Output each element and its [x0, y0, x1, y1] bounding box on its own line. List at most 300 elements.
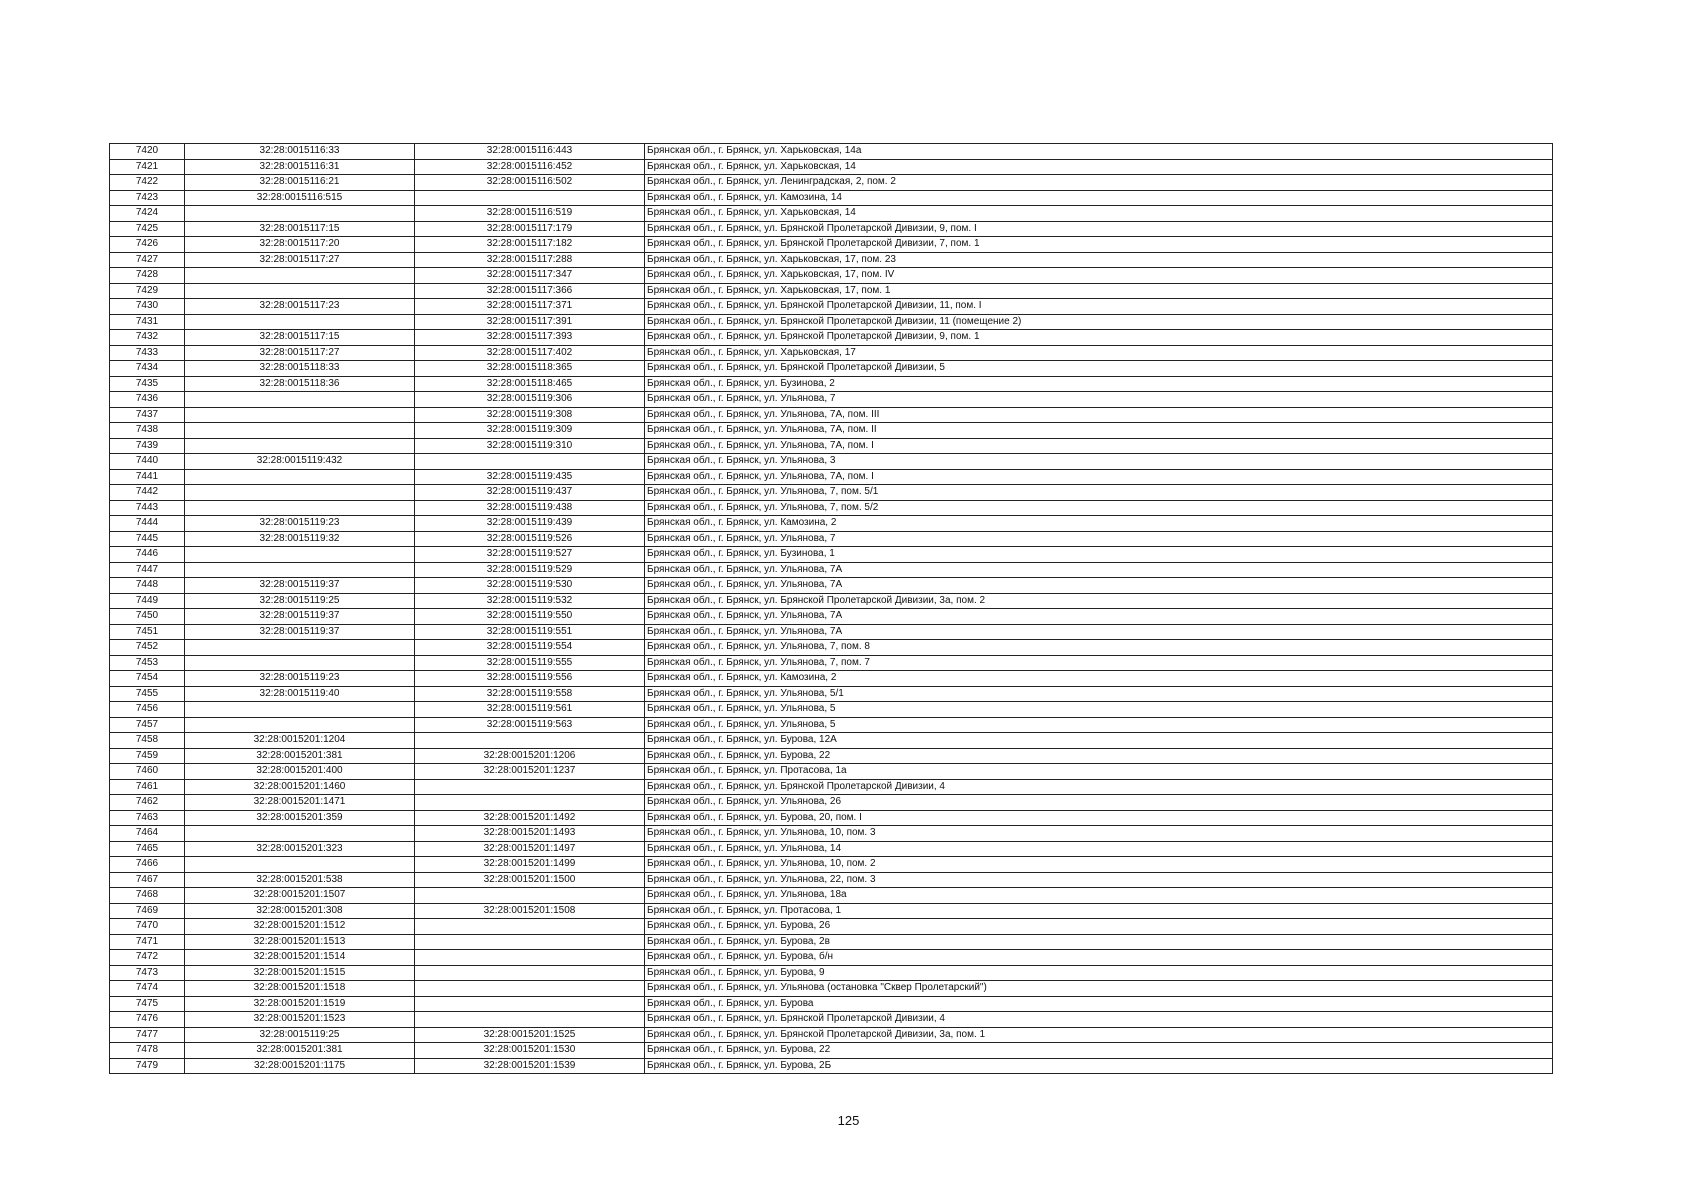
row-number-cell: 7456	[110, 702, 185, 718]
address-cell: Брянская обл., г. Брянск, ул. Харьковская, 17	[645, 345, 1553, 361]
row-number-cell: 7446	[110, 547, 185, 563]
object-cadastral-number-cell: 32:28:0015118:365	[415, 361, 645, 377]
row-number-cell: 7431	[110, 314, 185, 330]
table-row	[110, 330, 1553, 346]
address-cell: Брянская обл., г. Брянск, ул. Брянской Пролетарской Дивизии, 4	[645, 779, 1553, 795]
object-cadastral-number-cell: 32:28:0015201:1206	[415, 748, 645, 764]
land-cadastral-number-cell: 32:28:0015201:359	[185, 810, 415, 826]
address-cell: Брянская обл., г. Брянск, ул. Бурова, 26	[645, 919, 1553, 935]
row-number-cell: 7447	[110, 562, 185, 578]
address-cell: Брянская обл., г. Брянск, ул. Ульянова, 7А, пом. III	[645, 407, 1553, 423]
land-cadastral-number-cell: 32:28:0015201:1471	[185, 795, 415, 811]
row-number-cell: 7442	[110, 485, 185, 501]
table-row	[110, 1012, 1553, 1028]
table-row	[110, 733, 1553, 749]
table-row	[110, 159, 1553, 175]
address-cell: Брянская обл., г. Брянск, ул. Ульянова, 7	[645, 531, 1553, 547]
land-cadastral-number-cell: 32:28:0015201:381	[185, 1043, 415, 1059]
land-cadastral-number-cell: 32:28:0015119:37	[185, 578, 415, 594]
land-cadastral-number-cell: 32:28:0015201:1523	[185, 1012, 415, 1028]
row-number-cell: 7441	[110, 469, 185, 485]
address-cell: Брянская обл., г. Брянск, ул. Бурова, 22	[645, 748, 1553, 764]
address-cell: Брянская обл., г. Брянск, ул. Харьковская, 17, пом. IV	[645, 268, 1553, 284]
object-cadastral-number-cell	[415, 950, 645, 966]
table-row	[110, 299, 1553, 315]
land-cadastral-number-cell	[185, 268, 415, 284]
object-cadastral-number-cell	[415, 733, 645, 749]
registry-table	[109, 143, 1553, 1074]
object-cadastral-number-cell: 32:28:0015117:366	[415, 283, 645, 299]
address-cell: Брянская обл., г. Брянск, ул. Бурова, 22	[645, 1043, 1553, 1059]
table-row	[110, 345, 1553, 361]
table-row	[110, 640, 1553, 656]
land-cadastral-number-cell: 32:28:0015117:15	[185, 330, 415, 346]
table-row	[110, 717, 1553, 733]
land-cadastral-number-cell: 32:28:0015201:308	[185, 903, 415, 919]
row-number-cell: 7428	[110, 268, 185, 284]
table-row	[110, 221, 1553, 237]
address-cell: Брянская обл., г. Брянск, ул. Бурова, 2Б	[645, 1058, 1553, 1074]
table-row	[110, 578, 1553, 594]
row-number-cell: 7460	[110, 764, 185, 780]
table-row	[110, 841, 1553, 857]
page-number: 125	[837, 1113, 860, 1128]
table-row	[110, 919, 1553, 935]
address-cell: Брянская обл., г. Брянск, ул. Брянской Пролетарской Дивизии, 11 (помещение 2)	[645, 314, 1553, 330]
row-number-cell: 7457	[110, 717, 185, 733]
address-cell: Брянская обл., г. Брянск, ул. Харьковская, 17, пом. 1	[645, 283, 1553, 299]
address-cell: Брянская обл., г. Брянск, ул. Бурова, 20, пом. I	[645, 810, 1553, 826]
land-cadastral-number-cell	[185, 640, 415, 656]
table-row	[110, 423, 1553, 439]
table-row	[110, 562, 1553, 578]
row-number-cell: 7449	[110, 593, 185, 609]
object-cadastral-number-cell: 32:28:0015116:452	[415, 159, 645, 175]
land-cadastral-number-cell: 32:28:0015119:23	[185, 671, 415, 687]
land-cadastral-number-cell: 32:28:0015201:1518	[185, 981, 415, 997]
address-cell: Брянская обл., г. Брянск, ул. Ульянова, 7А, пом. I	[645, 469, 1553, 485]
table-row	[110, 810, 1553, 826]
address-cell: Брянская обл., г. Брянск, ул. Ульянова, 7, пом. 7	[645, 655, 1553, 671]
address-cell: Брянская обл., г. Брянск, ул. Харьковская, 14	[645, 206, 1553, 222]
row-number-cell: 7478	[110, 1043, 185, 1059]
table-row	[110, 547, 1553, 563]
table-row	[110, 779, 1553, 795]
address-cell: Брянская обл., г. Брянск, ул. Ульянова, 5	[645, 717, 1553, 733]
address-cell: Брянская обл., г. Брянск, ул. Ульянова, 7А, пом. II	[645, 423, 1553, 439]
address-cell: Брянская обл., г. Брянск, ул. Ульянова, 7А	[645, 578, 1553, 594]
object-cadastral-number-cell: 32:28:0015201:1493	[415, 826, 645, 842]
row-number-cell: 7445	[110, 531, 185, 547]
table-row	[110, 748, 1553, 764]
land-cadastral-number-cell: 32:28:0015201:323	[185, 841, 415, 857]
land-cadastral-number-cell: 32:28:0015116:33	[185, 144, 415, 160]
land-cadastral-number-cell: 32:28:0015119:432	[185, 454, 415, 470]
address-cell: Брянская обл., г. Брянск, ул. Брянской Пролетарской Дивизии, 3а, пом. 1	[645, 1027, 1553, 1043]
row-number-cell: 7424	[110, 206, 185, 222]
object-cadastral-number-cell: 32:28:0015201:1237	[415, 764, 645, 780]
address-cell: Брянская обл., г. Брянск, ул. Брянской Пролетарской Дивизии, 5	[645, 361, 1553, 377]
address-cell: Брянская обл., г. Брянск, ул. Бузинова, 1	[645, 547, 1553, 563]
table-row	[110, 655, 1553, 671]
table-row	[110, 1058, 1553, 1074]
land-cadastral-number-cell: 32:28:0015201:381	[185, 748, 415, 764]
table-row	[110, 1027, 1553, 1043]
row-number-cell: 7468	[110, 888, 185, 904]
registry-table-body	[110, 144, 1553, 1074]
row-number-cell: 7458	[110, 733, 185, 749]
table-row	[110, 826, 1553, 842]
table-row	[110, 190, 1553, 206]
object-cadastral-number-cell: 32:28:0015201:1497	[415, 841, 645, 857]
row-number-cell: 7430	[110, 299, 185, 315]
object-cadastral-number-cell: 32:28:0015116:502	[415, 175, 645, 191]
row-number-cell: 7467	[110, 872, 185, 888]
table-row	[110, 686, 1553, 702]
row-number-cell: 7440	[110, 454, 185, 470]
land-cadastral-number-cell	[185, 438, 415, 454]
object-cadastral-number-cell: 32:28:0015201:1508	[415, 903, 645, 919]
object-cadastral-number-cell: 32:28:0015119:435	[415, 469, 645, 485]
object-cadastral-number-cell: 32:28:0015119:530	[415, 578, 645, 594]
row-number-cell: 7459	[110, 748, 185, 764]
row-number-cell: 7427	[110, 252, 185, 268]
address-cell: Брянская обл., г. Брянск, ул. Ульянова, 5/1	[645, 686, 1553, 702]
address-cell: Брянская обл., г. Брянск, ул. Ульянова, 7А, пом. I	[645, 438, 1553, 454]
table-row	[110, 593, 1553, 609]
object-cadastral-number-cell: 32:28:0015117:288	[415, 252, 645, 268]
table-row	[110, 268, 1553, 284]
object-cadastral-number-cell	[415, 919, 645, 935]
table-row	[110, 857, 1553, 873]
table-row	[110, 950, 1553, 966]
object-cadastral-number-cell: 32:28:0015116:443	[415, 144, 645, 160]
address-cell: Брянская обл., г. Брянск, ул. Протасова, 1	[645, 903, 1553, 919]
address-cell: Брянская обл., г. Брянск, ул. Ульянова, 7	[645, 392, 1553, 408]
address-cell: Брянская обл., г. Брянск, ул. Ульянова, 7, пом. 5/2	[645, 500, 1553, 516]
object-cadastral-number-cell	[415, 888, 645, 904]
object-cadastral-number-cell: 32:28:0015119:556	[415, 671, 645, 687]
object-cadastral-number-cell: 32:28:0015117:371	[415, 299, 645, 315]
row-number-cell: 7464	[110, 826, 185, 842]
object-cadastral-number-cell	[415, 795, 645, 811]
land-cadastral-number-cell: 32:28:0015117:15	[185, 221, 415, 237]
address-cell: Брянская обл., г. Брянск, ул. Ульянова, 7А	[645, 562, 1553, 578]
address-cell: Брянская обл., г. Брянск, ул. Ульянова, 10, пом. 2	[645, 857, 1553, 873]
address-cell: Брянская обл., г. Брянск, ул. Ульянова, 14	[645, 841, 1553, 857]
address-cell: Брянская обл., г. Брянск, ул. Ульянова, 3	[645, 454, 1553, 470]
object-cadastral-number-cell: 32:28:0015117:391	[415, 314, 645, 330]
address-cell: Брянская обл., г. Брянск, ул. Бурова	[645, 996, 1553, 1012]
land-cadastral-number-cell: 32:28:0015201:1512	[185, 919, 415, 935]
land-cadastral-number-cell: 32:28:0015119:23	[185, 516, 415, 532]
land-cadastral-number-cell: 32:28:0015201:1204	[185, 733, 415, 749]
row-number-cell: 7420	[110, 144, 185, 160]
land-cadastral-number-cell	[185, 547, 415, 563]
object-cadastral-number-cell	[415, 190, 645, 206]
row-number-cell: 7465	[110, 841, 185, 857]
row-number-cell: 7436	[110, 392, 185, 408]
object-cadastral-number-cell: 32:28:0015201:1530	[415, 1043, 645, 1059]
row-number-cell: 7432	[110, 330, 185, 346]
object-cadastral-number-cell: 32:28:0015119:561	[415, 702, 645, 718]
land-cadastral-number-cell	[185, 500, 415, 516]
address-cell: Брянская обл., г. Брянск, ул. Протасова, 1а	[645, 764, 1553, 780]
land-cadastral-number-cell	[185, 826, 415, 842]
table-row	[110, 965, 1553, 981]
land-cadastral-number-cell	[185, 407, 415, 423]
object-cadastral-number-cell: 32:28:0015119:555	[415, 655, 645, 671]
object-cadastral-number-cell	[415, 779, 645, 795]
land-cadastral-number-cell	[185, 283, 415, 299]
table-row	[110, 144, 1553, 160]
object-cadastral-number-cell: 32:28:0015119:309	[415, 423, 645, 439]
address-cell: Брянская обл., г. Брянск, ул. Бузинова, 2	[645, 376, 1553, 392]
table-row	[110, 903, 1553, 919]
table-row	[110, 206, 1553, 222]
table-row	[110, 469, 1553, 485]
object-cadastral-number-cell: 32:28:0015116:519	[415, 206, 645, 222]
table-row	[110, 872, 1553, 888]
object-cadastral-number-cell: 32:28:0015119:551	[415, 624, 645, 640]
row-number-cell: 7438	[110, 423, 185, 439]
row-number-cell: 7448	[110, 578, 185, 594]
row-number-cell: 7473	[110, 965, 185, 981]
table-row	[110, 764, 1553, 780]
land-cadastral-number-cell	[185, 655, 415, 671]
address-cell: Брянская обл., г. Брянск, ул. Брянской Пролетарской Дивизии, 7, пом. 1	[645, 237, 1553, 253]
land-cadastral-number-cell: 32:28:0015201:400	[185, 764, 415, 780]
object-cadastral-number-cell	[415, 1012, 645, 1028]
table-row	[110, 531, 1553, 547]
row-number-cell: 7476	[110, 1012, 185, 1028]
land-cadastral-number-cell	[185, 857, 415, 873]
table-row	[110, 407, 1553, 423]
object-cadastral-number-cell: 32:28:0015119:310	[415, 438, 645, 454]
table-row	[110, 361, 1553, 377]
land-cadastral-number-cell	[185, 469, 415, 485]
table-row	[110, 996, 1553, 1012]
land-cadastral-number-cell: 32:28:0015117:23	[185, 299, 415, 315]
row-number-cell: 7435	[110, 376, 185, 392]
object-cadastral-number-cell	[415, 965, 645, 981]
table-row	[110, 175, 1553, 191]
land-cadastral-number-cell	[185, 423, 415, 439]
land-cadastral-number-cell: 32:28:0015201:1460	[185, 779, 415, 795]
row-number-cell: 7475	[110, 996, 185, 1012]
address-cell: Брянская обл., г. Брянск, ул. Камозина, 14	[645, 190, 1553, 206]
object-cadastral-number-cell: 32:28:0015119:306	[415, 392, 645, 408]
row-number-cell: 7450	[110, 609, 185, 625]
table-row	[110, 485, 1553, 501]
land-cadastral-number-cell: 32:28:0015116:515	[185, 190, 415, 206]
address-cell: Брянская обл., г. Брянск, ул. Ульянова, 7А	[645, 609, 1553, 625]
table-row	[110, 888, 1553, 904]
object-cadastral-number-cell	[415, 454, 645, 470]
address-cell: Брянская обл., г. Брянск, ул. Ульянова, 22, пом. 3	[645, 872, 1553, 888]
land-cadastral-number-cell: 32:28:0015201:1515	[185, 965, 415, 981]
land-cadastral-number-cell: 32:28:0015117:20	[185, 237, 415, 253]
table-row	[110, 671, 1553, 687]
object-cadastral-number-cell: 32:28:0015119:529	[415, 562, 645, 578]
row-number-cell: 7462	[110, 795, 185, 811]
land-cadastral-number-cell: 32:28:0015201:1514	[185, 950, 415, 966]
address-cell: Брянская обл., г. Брянск, ул. Ульянова, 5	[645, 702, 1553, 718]
address-cell: Брянская обл., г. Брянск, ул. Брянской Пролетарской Дивизии, 11, пом. I	[645, 299, 1553, 315]
address-cell: Брянская обл., г. Брянск, ул. Бурова, 2в	[645, 934, 1553, 950]
address-cell: Брянская обл., г. Брянск, ул. Брянской Пролетарской Дивизии, 9, пом. I	[645, 221, 1553, 237]
object-cadastral-number-cell: 32:28:0015117:393	[415, 330, 645, 346]
object-cadastral-number-cell: 32:28:0015201:1492	[415, 810, 645, 826]
table-row	[110, 283, 1553, 299]
object-cadastral-number-cell	[415, 996, 645, 1012]
address-cell: Брянская обл., г. Брянск, ул. Харьковская, 14а	[645, 144, 1553, 160]
object-cadastral-number-cell: 32:28:0015119:437	[415, 485, 645, 501]
address-cell: Брянская обл., г. Брянск, ул. Ульянова, 7, пом. 8	[645, 640, 1553, 656]
land-cadastral-number-cell	[185, 702, 415, 718]
row-number-cell: 7437	[110, 407, 185, 423]
land-cadastral-number-cell	[185, 392, 415, 408]
row-number-cell: 7477	[110, 1027, 185, 1043]
table-row	[110, 438, 1553, 454]
object-cadastral-number-cell: 32:28:0015119:550	[415, 609, 645, 625]
land-cadastral-number-cell: 32:28:0015119:25	[185, 593, 415, 609]
address-cell: Брянская обл., г. Брянск, ул. Брянской Пролетарской Дивизии, 4	[645, 1012, 1553, 1028]
table-row	[110, 376, 1553, 392]
object-cadastral-number-cell: 32:28:0015201:1499	[415, 857, 645, 873]
object-cadastral-number-cell: 32:28:0015117:182	[415, 237, 645, 253]
table-row	[110, 702, 1553, 718]
land-cadastral-number-cell	[185, 562, 415, 578]
address-cell: Брянская обл., г. Брянск, ул. Ульянова, 10, пом. 3	[645, 826, 1553, 842]
table-row	[110, 252, 1553, 268]
land-cadastral-number-cell: 32:28:0015201:1519	[185, 996, 415, 1012]
land-cadastral-number-cell: 32:28:0015116:21	[185, 175, 415, 191]
table-row	[110, 314, 1553, 330]
row-number-cell: 7455	[110, 686, 185, 702]
object-cadastral-number-cell: 32:28:0015201:1525	[415, 1027, 645, 1043]
object-cadastral-number-cell: 32:28:0015119:438	[415, 500, 645, 516]
row-number-cell: 7474	[110, 981, 185, 997]
row-number-cell: 7451	[110, 624, 185, 640]
object-cadastral-number-cell: 32:28:0015119:527	[415, 547, 645, 563]
row-number-cell: 7434	[110, 361, 185, 377]
land-cadastral-number-cell: 32:28:0015119:32	[185, 531, 415, 547]
object-cadastral-number-cell: 32:28:0015117:347	[415, 268, 645, 284]
address-cell: Брянская обл., г. Брянск, ул. Ульянова (остановка "Сквер Пролетарский")	[645, 981, 1553, 997]
land-cadastral-number-cell: 32:28:0015201:538	[185, 872, 415, 888]
object-cadastral-number-cell: 32:28:0015119:439	[415, 516, 645, 532]
table-row	[110, 609, 1553, 625]
land-cadastral-number-cell: 32:28:0015201:1175	[185, 1058, 415, 1074]
row-number-cell: 7433	[110, 345, 185, 361]
address-cell: Брянская обл., г. Брянск, ул. Харьковская, 14	[645, 159, 1553, 175]
address-cell: Брянская обл., г. Брянск, ул. Ленинградская, 2, пом. 2	[645, 175, 1553, 191]
address-cell: Брянская обл., г. Брянск, ул. Брянской Пролетарской Дивизии, 9, пом. 1	[645, 330, 1553, 346]
row-number-cell: 7453	[110, 655, 185, 671]
row-number-cell: 7472	[110, 950, 185, 966]
table-row	[110, 934, 1553, 950]
row-number-cell: 7469	[110, 903, 185, 919]
address-cell: Брянская обл., г. Брянск, ул. Харьковская, 17, пом. 23	[645, 252, 1553, 268]
land-cadastral-number-cell	[185, 206, 415, 222]
address-cell: Брянская обл., г. Брянск, ул. Ульянова, 26	[645, 795, 1553, 811]
row-number-cell: 7454	[110, 671, 185, 687]
land-cadastral-number-cell: 32:28:0015119:40	[185, 686, 415, 702]
land-cadastral-number-cell: 32:28:0015119:37	[185, 609, 415, 625]
address-cell: Брянская обл., г. Брянск, ул. Ульянова, 7, пом. 5/1	[645, 485, 1553, 501]
object-cadastral-number-cell	[415, 934, 645, 950]
row-number-cell: 7470	[110, 919, 185, 935]
object-cadastral-number-cell: 32:28:0015119:558	[415, 686, 645, 702]
table-row	[110, 500, 1553, 516]
row-number-cell: 7439	[110, 438, 185, 454]
row-number-cell: 7444	[110, 516, 185, 532]
object-cadastral-number-cell: 32:28:0015118:465	[415, 376, 645, 392]
land-cadastral-number-cell: 32:28:0015117:27	[185, 252, 415, 268]
table-row	[110, 237, 1553, 253]
address-cell: Брянская обл., г. Брянск, ул. Камозина, 2	[645, 516, 1553, 532]
table-row	[110, 795, 1553, 811]
row-number-cell: 7423	[110, 190, 185, 206]
address-cell: Брянская обл., г. Брянск, ул. Камозина, 2	[645, 671, 1553, 687]
object-cadastral-number-cell: 32:28:0015119:563	[415, 717, 645, 733]
row-number-cell: 7463	[110, 810, 185, 826]
address-cell: Брянская обл., г. Брянск, ул. Бурова, 12А	[645, 733, 1553, 749]
row-number-cell: 7452	[110, 640, 185, 656]
address-cell: Брянская обл., г. Брянск, ул. Ульянова, 18а	[645, 888, 1553, 904]
land-cadastral-number-cell: 32:28:0015119:25	[185, 1027, 415, 1043]
land-cadastral-number-cell: 32:28:0015116:31	[185, 159, 415, 175]
address-cell: Брянская обл., г. Брянск, ул. Бурова, 9	[645, 965, 1553, 981]
table-row	[110, 516, 1553, 532]
row-number-cell: 7421	[110, 159, 185, 175]
land-cadastral-number-cell: 32:28:0015117:27	[185, 345, 415, 361]
land-cadastral-number-cell	[185, 314, 415, 330]
land-cadastral-number-cell: 32:28:0015119:37	[185, 624, 415, 640]
row-number-cell: 7426	[110, 237, 185, 253]
row-number-cell: 7461	[110, 779, 185, 795]
address-cell: Брянская обл., г. Брянск, ул. Бурова, б/н	[645, 950, 1553, 966]
row-number-cell: 7443	[110, 500, 185, 516]
land-cadastral-number-cell: 32:28:0015118:33	[185, 361, 415, 377]
object-cadastral-number-cell	[415, 981, 645, 997]
row-number-cell: 7479	[110, 1058, 185, 1074]
address-cell: Брянская обл., г. Брянск, ул. Ульянова, 7А	[645, 624, 1553, 640]
row-number-cell: 7471	[110, 934, 185, 950]
object-cadastral-number-cell: 32:28:0015119:308	[415, 407, 645, 423]
table-row	[110, 454, 1553, 470]
address-cell: Брянская обл., г. Брянск, ул. Брянской Пролетарской Дивизии, 3а, пом. 2	[645, 593, 1553, 609]
land-cadastral-number-cell	[185, 717, 415, 733]
object-cadastral-number-cell: 32:28:0015117:179	[415, 221, 645, 237]
table-row	[110, 981, 1553, 997]
land-cadastral-number-cell: 32:28:0015201:1507	[185, 888, 415, 904]
row-number-cell: 7425	[110, 221, 185, 237]
land-cadastral-number-cell: 32:28:0015118:36	[185, 376, 415, 392]
object-cadastral-number-cell: 32:28:0015201:1500	[415, 872, 645, 888]
row-number-cell: 7422	[110, 175, 185, 191]
table-row	[110, 1043, 1553, 1059]
table-row	[110, 624, 1553, 640]
object-cadastral-number-cell: 32:28:0015119:532	[415, 593, 645, 609]
object-cadastral-number-cell: 32:28:0015201:1539	[415, 1058, 645, 1074]
row-number-cell: 7466	[110, 857, 185, 873]
object-cadastral-number-cell: 32:28:0015119:526	[415, 531, 645, 547]
row-number-cell: 7429	[110, 283, 185, 299]
object-cadastral-number-cell: 32:28:0015117:402	[415, 345, 645, 361]
object-cadastral-number-cell: 32:28:0015119:554	[415, 640, 645, 656]
